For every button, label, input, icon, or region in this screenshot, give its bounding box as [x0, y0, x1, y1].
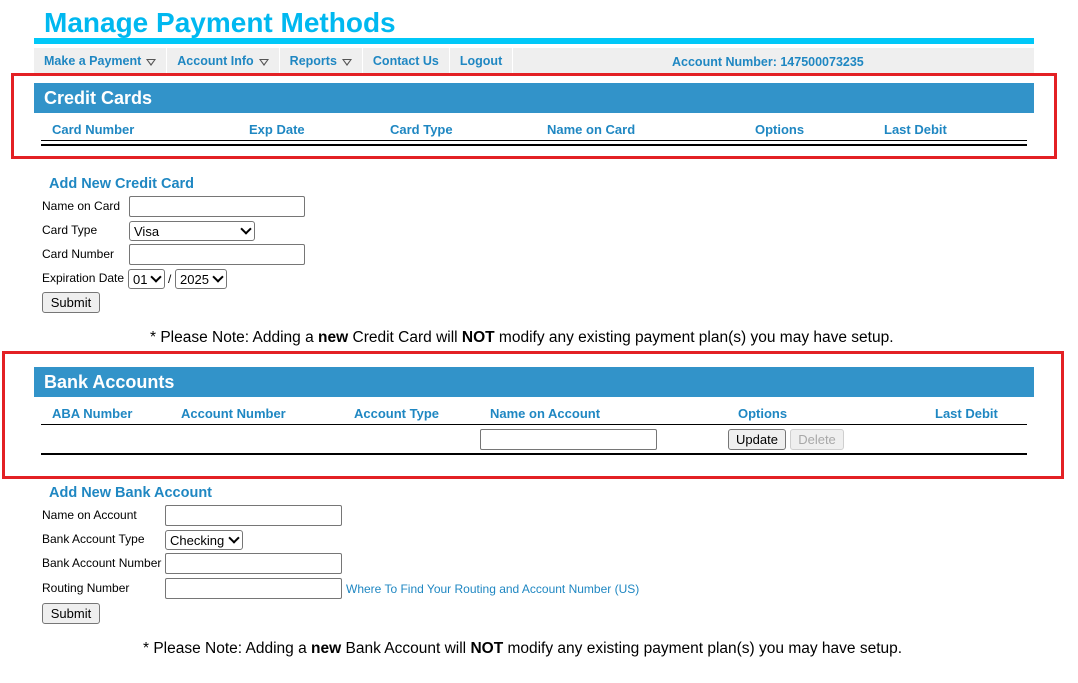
exp-year-select[interactable]: [175, 269, 227, 289]
bank-name-label: Name on Account: [42, 508, 137, 522]
chevron-down-icon: [150, 271, 161, 282]
credit-card-note-new: new: [318, 329, 349, 346]
bank-accounts-header: [34, 367, 1034, 397]
card-type-label: Card Type: [42, 223, 98, 237]
card-name-label: Name on Card: [42, 199, 121, 213]
exp-date-label: Expiration Date: [42, 271, 125, 285]
title-rule: [34, 38, 1034, 44]
account-number: Account Number: 147500073235: [672, 55, 864, 69]
nav-bar: [34, 48, 1034, 74]
nav-logout[interactable]: [450, 48, 513, 74]
bank-account-note: [143, 640, 902, 658]
chevron-down-icon: [259, 59, 269, 66]
col-bank-last-debit: Last Debit: [935, 406, 998, 421]
bank-accounts-bottom-rule: [41, 453, 1027, 455]
nav-make-a-payment[interactable]: [34, 48, 167, 74]
bank-row-name-input[interactable]: [480, 429, 657, 450]
card-number-input[interactable]: [129, 244, 305, 265]
delete-button[interactable]: [790, 429, 844, 450]
credit-card-note-post: modify any existing payment plan(s) you may have setup.: [494, 329, 894, 346]
credit-cards-header-rule: [41, 140, 1027, 141]
exp-date-separator: /: [168, 272, 172, 286]
add-bank-account-title: Add New Bank Account: [49, 485, 213, 501]
chevron-down-icon: [240, 223, 251, 234]
bank-account-note-not: NOT: [470, 640, 504, 657]
chevron-down-icon: [212, 271, 223, 282]
nav-contact-us[interactable]: [363, 48, 450, 74]
page-title: Manage Payment Methods: [44, 7, 396, 38]
card-submit-label: Submit: [50, 295, 92, 310]
col-name-on-card: Name on Card: [547, 122, 636, 137]
exp-month-select[interactable]: [128, 269, 165, 289]
bank-number-label: Bank Account Number: [42, 556, 162, 570]
bank-name-input[interactable]: [165, 505, 342, 526]
nav-reports-label: Reports: [289, 54, 337, 68]
bank-type-label: Bank Account Type: [42, 532, 145, 546]
credit-card-note-mid: Credit Card will: [348, 329, 462, 346]
bank-submit-label: Submit: [50, 606, 92, 621]
chevron-down-icon: [228, 532, 239, 543]
delete-label: Delete: [798, 432, 836, 447]
exp-month-value: 01: [133, 271, 148, 287]
bank-number-input[interactable]: [165, 553, 342, 574]
nav-logout-label: Logout: [459, 54, 503, 68]
col-aba-number: ABA Number: [52, 406, 133, 421]
nav-account-info[interactable]: [167, 48, 279, 74]
add-credit-card-title: Add New Credit Card: [49, 176, 195, 192]
nav-reports[interactable]: [280, 48, 363, 74]
nav-contact-us-label: Contact Us: [372, 54, 439, 68]
update-label: Update: [736, 432, 778, 447]
routing-help-link[interactable]: Where To Find Your Routing and Account Number (US): [346, 582, 640, 596]
bank-submit-button[interactable]: [42, 603, 100, 624]
credit-card-note: [150, 329, 894, 347]
update-button[interactable]: [728, 429, 786, 450]
bank-account-note-new: new: [311, 640, 342, 657]
col-card-number: Card Number: [52, 122, 135, 137]
nav-make-a-payment-label: Make a Payment: [44, 54, 142, 68]
col-bank-options: Options: [738, 406, 788, 421]
credit-card-note-not: NOT: [461, 329, 495, 346]
bank-account-note-mid: Bank Account will: [341, 640, 471, 657]
chevron-down-icon: [342, 59, 352, 66]
credit-cards-header: [34, 83, 1034, 113]
col-exp-date: Exp Date: [249, 122, 305, 137]
credit-cards-bottom-rule: [41, 144, 1027, 146]
col-options: Options: [755, 122, 805, 137]
exp-year-value: 2025: [180, 271, 209, 287]
routing-input[interactable]: [165, 578, 342, 599]
card-submit-button[interactable]: [42, 292, 100, 313]
col-last-debit: Last Debit: [884, 122, 947, 137]
routing-label: Routing Number: [42, 581, 130, 595]
bank-accounts-header-rule: [41, 424, 1027, 425]
col-account-type: Account Type: [354, 406, 439, 421]
bank-type-select[interactable]: [165, 530, 243, 550]
bank-account-note-pre: * Please Note: Adding a: [143, 640, 312, 657]
nav-account-info-label: Account Info: [177, 54, 254, 68]
card-name-input[interactable]: [129, 196, 305, 217]
bank-account-note-post: modify any existing payment plan(s) you may have setup.: [503, 640, 903, 657]
bank-type-value: Checking: [170, 532, 225, 548]
chevron-down-icon: [146, 59, 156, 66]
col-name-on-account: Name on Account: [490, 406, 601, 421]
card-number-label: Card Number: [42, 247, 115, 261]
credit-cards-header-label: Credit Cards: [44, 87, 153, 108]
card-type-value: Visa: [134, 223, 160, 239]
credit-card-note-pre: * Please Note: Adding a: [150, 329, 319, 346]
bank-accounts-header-label: Bank Accounts: [44, 371, 175, 392]
card-type-select[interactable]: [129, 221, 255, 241]
col-card-type: Card Type: [390, 122, 453, 137]
col-account-number: Account Number: [181, 406, 286, 421]
